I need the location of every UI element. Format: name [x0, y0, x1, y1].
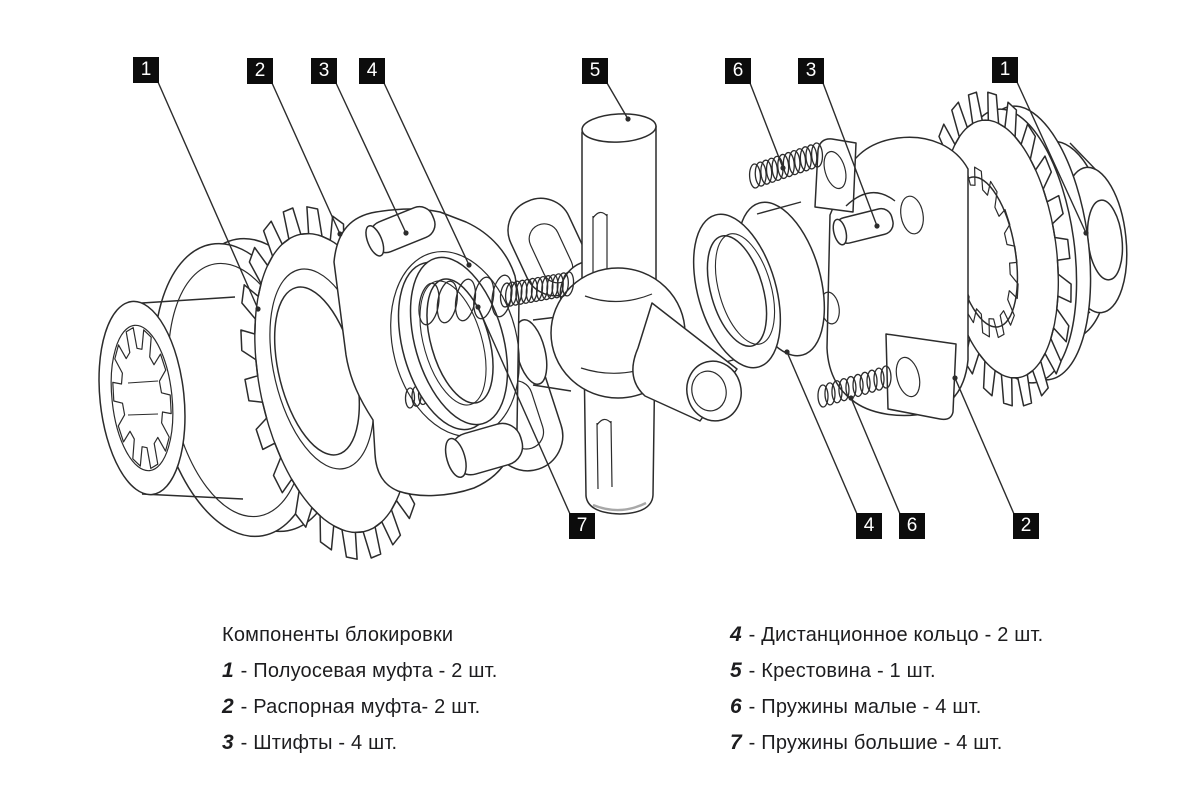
legend-item-label: - Пружины малые - 4 шт. [742, 696, 982, 718]
legend-item-5 [730, 653, 1043, 689]
legend-item-number: 6 [730, 695, 742, 718]
callout-4: 4 [856, 513, 882, 539]
legend-item-number: 3 [222, 731, 234, 754]
callout-1: 1 [133, 57, 159, 83]
legend-item-2 [222, 689, 498, 725]
legend-column [730, 617, 1043, 761]
callout-7: 7 [569, 513, 595, 539]
legend-item-7 [730, 725, 1043, 761]
callout-6: 6 [899, 513, 925, 539]
callout-3: 3 [798, 58, 824, 84]
legend-item-label: - Полуосевая муфта - 2 шт. [234, 660, 498, 682]
legend-item-label: - Дистанционное кольцо - 2 шт. [742, 624, 1044, 646]
callout-5: 5 [582, 58, 608, 84]
legend-item-label: - Штифты - 4 шт. [234, 732, 398, 754]
legend-item-label: - Распорная муфта- 2 шт. [234, 696, 481, 718]
legend-item-number: 1 [222, 659, 234, 682]
callout-4: 4 [359, 58, 385, 84]
legend-item-number: 4 [730, 623, 742, 646]
legend-item-4 [730, 617, 1043, 653]
callout-1: 1 [992, 57, 1018, 83]
legend-column [222, 617, 498, 761]
callout-3: 3 [311, 58, 337, 84]
legend-item-number: 5 [730, 659, 742, 682]
callout-2: 2 [247, 58, 273, 84]
legend-item-3 [222, 725, 498, 761]
legend-item-6 [730, 689, 1043, 725]
callout-2: 2 [1013, 513, 1039, 539]
legend-item-label: - Крестовина - 1 шт. [742, 660, 936, 682]
legend-title: Компоненты блокировки [222, 624, 454, 646]
legend-item-label: - Пружины большие - 4 шт. [742, 732, 1003, 754]
callout-6: 6 [725, 58, 751, 84]
legend-item-1 [222, 653, 498, 689]
legend-item-number: 2 [222, 695, 234, 718]
legend-item-number: 7 [730, 731, 742, 754]
